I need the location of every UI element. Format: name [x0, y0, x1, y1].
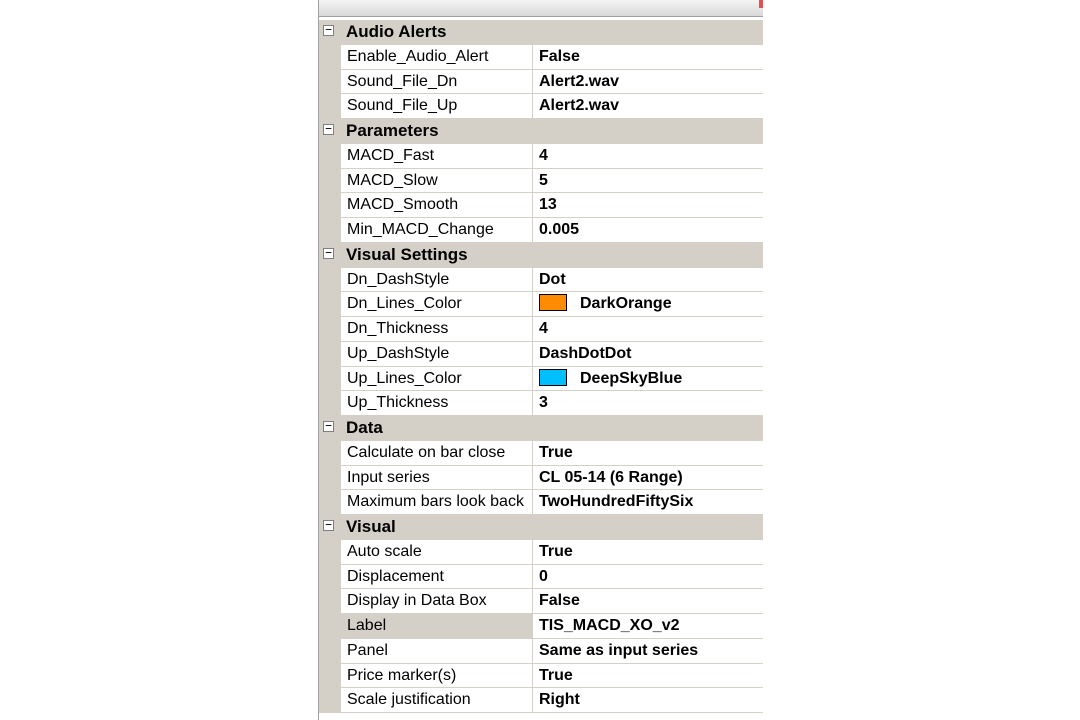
property-value[interactable]: 0: [533, 565, 763, 590]
property-name[interactable]: Maximum bars look back: [341, 490, 533, 515]
color-swatch: [539, 369, 567, 386]
category-data[interactable]: [319, 416, 763, 441]
property-name[interactable]: MACD_Fast: [341, 144, 533, 169]
property-name[interactable]: Min_MACD_Change: [341, 218, 533, 243]
category-label: Visual: [346, 517, 396, 536]
property-value[interactable]: DashDotDot: [533, 342, 763, 367]
property-value[interactable]: Right: [533, 688, 763, 713]
property-row-displacement[interactable]: [319, 565, 763, 590]
property-row-display-in-data-box[interactable]: [319, 589, 763, 614]
property-grid: [318, 0, 763, 720]
collapse-minus-icon[interactable]: −: [323, 25, 334, 36]
collapse-minus-icon[interactable]: −: [323, 124, 334, 135]
property-value[interactable]: Alert2.wav: [533, 94, 763, 119]
property-value[interactable]: CL 05-14 (6 Range): [533, 466, 763, 491]
property-name[interactable]: Dn_Lines_Color: [341, 292, 533, 317]
category-visual[interactable]: [319, 515, 763, 540]
category-visual-settings[interactable]: [319, 243, 763, 268]
property-row-price-marker-s[interactable]: [319, 664, 763, 689]
property-value[interactable]: True: [533, 441, 763, 466]
property-name[interactable]: Label: [341, 614, 533, 639]
category-label: Parameters: [346, 121, 439, 140]
property-name[interactable]: Auto scale: [341, 540, 533, 565]
property-value[interactable]: 0.005: [533, 218, 763, 243]
property-value[interactable]: [533, 292, 763, 317]
property-row-sound-file-up[interactable]: [319, 94, 763, 119]
property-row-macd-slow[interactable]: [319, 169, 763, 194]
property-value[interactable]: [533, 367, 763, 392]
color-swatch: [539, 294, 567, 311]
property-row-enable-audio-alert[interactable]: [319, 45, 763, 70]
property-value-text: DeepSkyBlue: [580, 369, 683, 387]
property-value[interactable]: TIS_MACD_XO_v2: [533, 614, 763, 639]
property-value[interactable]: 5: [533, 169, 763, 194]
property-row-macd-fast[interactable]: [319, 144, 763, 169]
collapse-minus-icon[interactable]: −: [323, 520, 334, 531]
property-row-up-lines-color[interactable]: [319, 367, 763, 392]
property-value[interactable]: 4: [533, 144, 763, 169]
property-value[interactable]: Same as input series: [533, 639, 763, 664]
property-name[interactable]: Up_Thickness: [341, 391, 533, 416]
property-row-scale-justification[interactable]: [319, 688, 763, 713]
category-label: Visual Settings: [346, 244, 468, 264]
property-row-min-macd-change[interactable]: [319, 218, 763, 243]
property-value[interactable]: 3: [533, 391, 763, 416]
property-value[interactable]: Dot: [533, 268, 763, 293]
property-row-up-dashstyle[interactable]: [319, 342, 763, 367]
property-value[interactable]: TwoHundredFiftySix: [533, 490, 763, 515]
property-row-sound-file-dn[interactable]: [319, 70, 763, 95]
property-name[interactable]: Scale justification: [341, 688, 533, 713]
property-row-input-series[interactable]: [319, 466, 763, 491]
property-value-text: DarkOrange: [580, 295, 672, 313]
property-name[interactable]: Dn_DashStyle: [341, 268, 533, 293]
property-row-maximum-bars-look-back[interactable]: [319, 490, 763, 515]
property-value[interactable]: True: [533, 540, 763, 565]
property-name[interactable]: Input series: [341, 466, 533, 491]
property-name[interactable]: MACD_Slow: [341, 169, 533, 194]
toolbar-edge-marker: [759, 0, 763, 8]
property-value[interactable]: Alert2.wav: [533, 70, 763, 95]
grid-toolbar: [319, 0, 763, 17]
property-name[interactable]: Panel: [341, 639, 533, 664]
category-label: Data: [346, 418, 383, 437]
property-row-calculate-on-bar-close[interactable]: [319, 441, 763, 466]
property-name[interactable]: Calculate on bar close: [341, 441, 533, 466]
category-label: Audio Alerts: [346, 22, 447, 41]
property-name[interactable]: Sound_File_Up: [341, 94, 533, 119]
property-value[interactable]: False: [533, 589, 763, 614]
property-name[interactable]: Sound_File_Dn: [341, 70, 533, 95]
property-row-dn-lines-color[interactable]: [319, 292, 763, 317]
property-row-macd-smooth[interactable]: [319, 193, 763, 218]
property-row-auto-scale[interactable]: [319, 540, 763, 565]
collapse-minus-icon[interactable]: −: [323, 421, 334, 432]
property-name[interactable]: Enable_Audio_Alert: [341, 45, 533, 70]
property-row-up-thickness[interactable]: [319, 391, 763, 416]
property-rows: [319, 20, 763, 713]
property-name[interactable]: MACD_Smooth: [341, 193, 533, 218]
property-name[interactable]: Display in Data Box: [341, 589, 533, 614]
property-name[interactable]: Up_Lines_Color: [341, 367, 533, 392]
category-audio-alerts[interactable]: [319, 20, 763, 45]
property-name[interactable]: Dn_Thickness: [341, 317, 533, 342]
property-value[interactable]: 13: [533, 193, 763, 218]
property-row-label[interactable]: [319, 614, 763, 639]
property-row-dn-dashstyle[interactable]: [319, 268, 763, 293]
property-value[interactable]: True: [533, 664, 763, 689]
property-name[interactable]: Displacement: [341, 565, 533, 590]
property-value[interactable]: False: [533, 45, 763, 70]
property-value[interactable]: 4: [533, 317, 763, 342]
property-row-panel[interactable]: [319, 639, 763, 664]
collapse-minus-icon[interactable]: −: [323, 248, 334, 259]
property-row-dn-thickness[interactable]: [319, 317, 763, 342]
category-parameters[interactable]: [319, 119, 763, 144]
property-name[interactable]: Price marker(s): [341, 664, 533, 689]
property-name[interactable]: Up_DashStyle: [341, 342, 533, 367]
